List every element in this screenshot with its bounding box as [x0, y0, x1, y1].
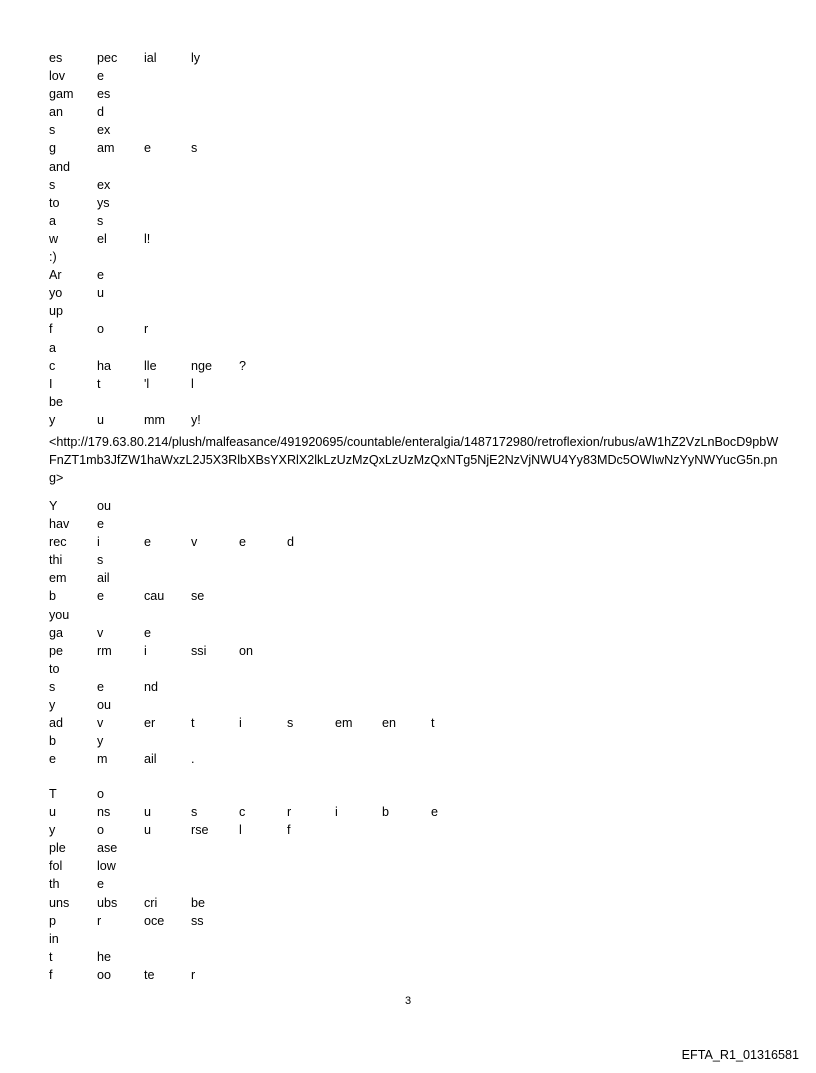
- text-fragment: fol: [49, 859, 63, 874]
- text-fragment: e: [97, 69, 105, 84]
- text-fragment: u: [144, 823, 152, 838]
- text-fragment: ly: [191, 51, 201, 65]
- text-fragment: d: [287, 535, 295, 550]
- text-fragment: lov: [49, 69, 66, 84]
- text-fragment: e: [97, 589, 105, 604]
- text-fragment: ail: [97, 571, 110, 586]
- text-fragment: y: [49, 412, 56, 427]
- text-fragment: d: [97, 105, 105, 120]
- text-fragment: m: [97, 752, 108, 767]
- text-fragment: e: [97, 877, 105, 892]
- text-fragment: t: [49, 949, 53, 964]
- text-fragment: y: [97, 734, 104, 749]
- text-fragment: pe: [49, 643, 64, 658]
- text-fragment: u: [144, 805, 152, 820]
- text-fragment: s: [97, 553, 104, 568]
- text-fragment: u: [97, 286, 105, 301]
- text-fragment: e: [97, 517, 105, 532]
- text-fragment: oo: [97, 967, 112, 982]
- page-number: 3: [404, 995, 412, 1007]
- text-fragment: s: [191, 805, 198, 820]
- text-fragment: o: [97, 823, 105, 838]
- text-fragment: y: [49, 698, 56, 713]
- text-fragment: to: [49, 661, 60, 676]
- text-fragment: he: [97, 949, 112, 964]
- text-fragment: r: [191, 967, 196, 982]
- text-fragment: s: [49, 679, 56, 694]
- text-fragment: ex: [97, 177, 111, 192]
- text-fragment: ase: [97, 841, 118, 856]
- text-fragment: s: [97, 213, 104, 228]
- text-fragment: i: [144, 643, 147, 658]
- text-fragment: v: [97, 625, 104, 640]
- text-fragment: ial: [144, 51, 157, 65]
- text-fragment: ssi: [191, 643, 207, 658]
- text-fragment: a: [49, 213, 57, 228]
- text-fragment: v: [97, 716, 104, 731]
- text-fragment: s: [49, 177, 56, 192]
- text-fragment: T: [49, 787, 57, 801]
- text-fragment: ss: [191, 913, 204, 928]
- text-fragment: a: [49, 340, 57, 355]
- text-fragment: p: [49, 913, 57, 928]
- text-fragment: am: [97, 141, 115, 156]
- text-fragment: e: [49, 752, 57, 767]
- text-fragment: ys: [97, 195, 110, 210]
- text-fragment: r: [144, 322, 149, 337]
- text-fragment: e: [97, 268, 105, 283]
- text-fragment: f: [287, 823, 291, 838]
- text-fragment: cau: [144, 589, 165, 604]
- text-fragment: e: [144, 141, 152, 156]
- text-fragment: s: [287, 716, 294, 731]
- text-fragment: nge: [191, 358, 213, 373]
- text-fragment: e: [144, 625, 152, 640]
- text-fragment: e: [144, 535, 152, 550]
- text-fragment: y: [49, 823, 56, 838]
- text-fragment: ail: [144, 752, 157, 767]
- text-fragment: b: [49, 589, 57, 604]
- text-fragment: yo: [49, 286, 63, 301]
- text-fragment: Y: [49, 499, 58, 513]
- text-fragment: i: [239, 716, 242, 731]
- text-fragment: f: [49, 322, 53, 337]
- text-fragment: y!: [191, 412, 201, 427]
- text-fragment: ad: [49, 716, 64, 731]
- text-fragment: rec: [49, 535, 67, 550]
- text-fragment: em: [49, 571, 67, 586]
- text-fragment: up: [49, 304, 64, 319]
- text-fragment: e: [431, 805, 439, 820]
- text-fragment: nd: [144, 679, 159, 694]
- text-fragment: 'l: [144, 376, 150, 391]
- text-fragment: rm: [97, 643, 112, 658]
- text-fragment: ga: [49, 625, 64, 640]
- text-fragment: te: [144, 967, 155, 982]
- text-fragment: ns: [97, 805, 111, 820]
- text-fragment: in: [49, 931, 59, 946]
- text-fragment: u: [97, 412, 105, 427]
- text-fragment: e: [239, 535, 247, 550]
- text-fragment: and: [49, 159, 71, 174]
- text-fragment: c: [49, 358, 56, 373]
- text-fragment: l!: [144, 231, 151, 246]
- document-id: EFTA_R1_01316581: [681, 1048, 799, 1062]
- text-fragment: be: [191, 895, 206, 910]
- text-fragment: thi: [49, 553, 63, 568]
- text-fragment: low: [97, 859, 116, 874]
- text-fragment: I: [49, 376, 53, 391]
- text-fragment: o: [97, 787, 105, 801]
- text-fragment: ?: [239, 358, 247, 373]
- text-fragment: el: [97, 231, 107, 246]
- text-fragment: :): [49, 250, 57, 265]
- image-link-url[interactable]: <http://179.63.80.214/plush/malfeasance/491920695/countable/enteralgia/1487172980/retroflexion/rubus/aW1hZ2VzLnBocD9pbWFnZT1mb3JfZW1haWxzL2J5X3RlbXBsYXRlX2lkLzUzMzQxLzUzMzQxNTg5NjE2NzVjNWU4Yy83MDc5OWIwNzYyNWYucG5n.png>: [49, 435, 779, 486]
- text-fragment: b: [382, 805, 390, 820]
- text-fragment: ou: [97, 698, 112, 713]
- text-fragment: o: [97, 322, 105, 337]
- text-fragment: mm: [144, 412, 165, 427]
- text-fragment: er: [144, 716, 156, 731]
- text-fragment: cri: [144, 895, 158, 910]
- text-fragment: l: [239, 823, 242, 838]
- text-fragment: ex: [97, 123, 111, 138]
- text-fragment: u: [49, 805, 57, 820]
- text-fragment: an: [49, 105, 64, 120]
- text-fragment: v: [191, 535, 198, 550]
- text-fragment: oce: [144, 913, 165, 928]
- text-fragment: s: [191, 141, 198, 156]
- text-fragment: ple: [49, 841, 66, 856]
- text-fragment: g: [49, 141, 57, 156]
- text-fragment: t: [191, 716, 195, 731]
- text-fragment: th: [49, 877, 60, 892]
- text-fragment: Ar: [49, 268, 62, 283]
- text-fragment: em: [335, 716, 353, 731]
- text-fragment: b: [49, 734, 57, 749]
- text-fragment: en: [382, 716, 397, 731]
- text-fragment: t: [431, 716, 435, 731]
- text-fragment: ou: [97, 499, 112, 513]
- text-fragment: gam: [49, 87, 74, 102]
- text-fragment: e: [97, 679, 105, 694]
- text-fragment: r: [287, 805, 292, 820]
- text-fragment: you: [49, 607, 70, 622]
- text-fragment: ha: [97, 358, 112, 373]
- text-fragment: to: [49, 195, 60, 210]
- text-fragment: lle: [144, 358, 157, 373]
- text-fragment: i: [97, 535, 100, 550]
- text-fragment: l: [191, 376, 194, 391]
- text-fragment: w: [49, 231, 59, 246]
- text-fragment: uns: [49, 895, 70, 910]
- text-fragment: i: [335, 805, 338, 820]
- text-fragment: c: [239, 805, 246, 820]
- text-fragment: be: [49, 394, 64, 409]
- text-fragment: es: [49, 51, 63, 65]
- text-fragment: .: [191, 752, 195, 767]
- text-fragment: hav: [49, 517, 70, 532]
- text-fragment: se: [191, 589, 205, 604]
- text-fragment: t: [97, 376, 101, 391]
- text-fragment: ubs: [97, 895, 118, 910]
- text-fragment: s: [49, 123, 56, 138]
- text-fragment: r: [97, 913, 102, 928]
- text-fragment: es: [97, 87, 111, 102]
- text-fragment: rse: [191, 823, 209, 838]
- text-fragment: pec: [97, 51, 118, 65]
- text-fragment: f: [49, 967, 53, 982]
- text-fragment: on: [239, 643, 254, 658]
